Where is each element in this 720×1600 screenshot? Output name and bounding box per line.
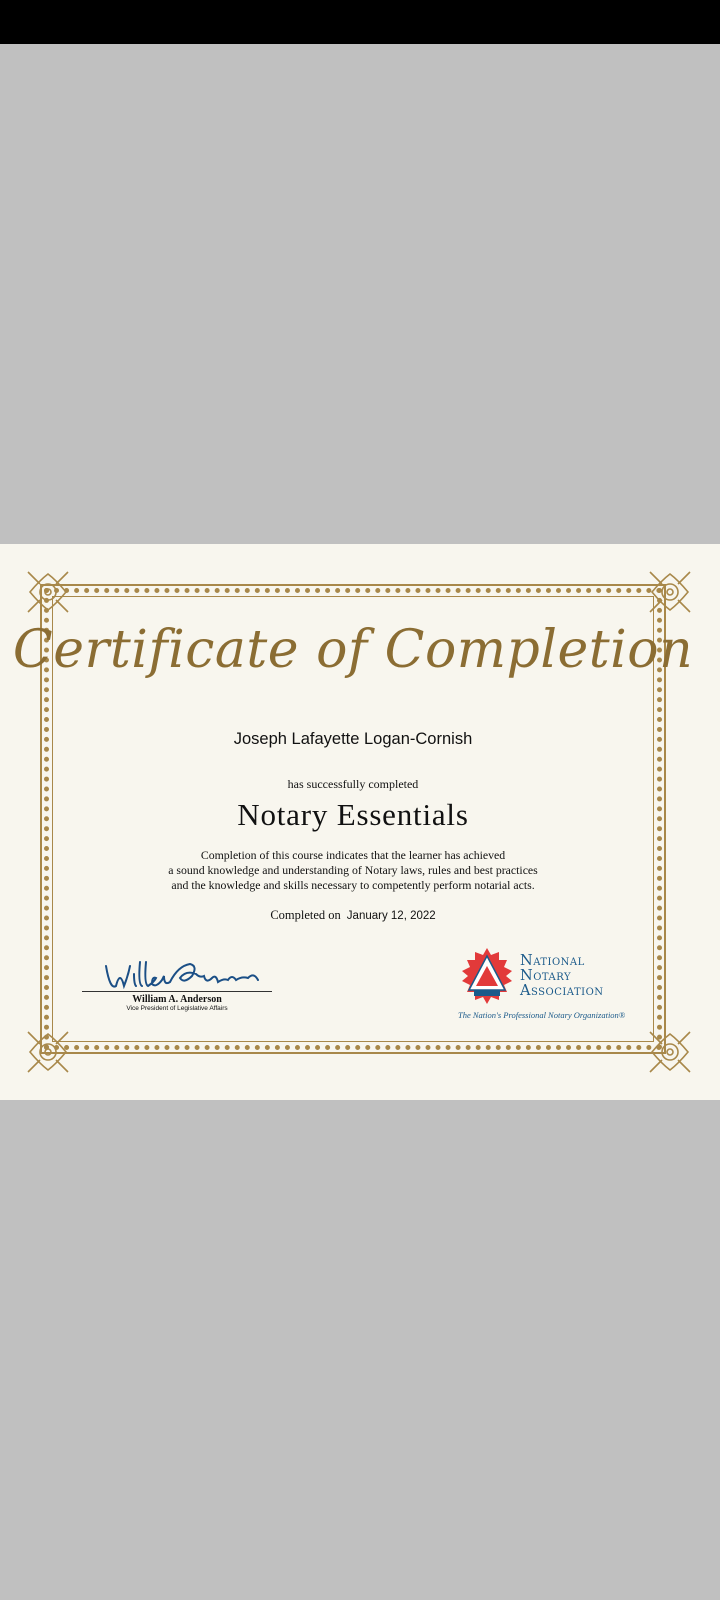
certificate-title: Certificate of Completion [12, 620, 694, 680]
org-name-line: Association [520, 983, 604, 999]
status-bar [0, 0, 720, 44]
completion-intro: has successfully completed [287, 777, 419, 791]
certificate [0, 544, 720, 1100]
nna-seal-logo [456, 946, 518, 1006]
description-line: Completion of this course indicates that the learner has achieved [200, 848, 506, 862]
corner-ornament-top-left [26, 570, 70, 614]
signer-title: Vice President of Legislative Affairs [126, 1005, 228, 1012]
organization-name [520, 954, 660, 999]
completed-date: January 12, 2022 [346, 910, 436, 922]
completed-label: Completed on [270, 908, 341, 922]
description-line: and the knowledge and skills necessary to competently perform notarial acts. [171, 878, 535, 892]
description-line: a sound knowledge and understanding of Notary laws, rules and best practices [168, 863, 538, 877]
completion-date-row [0, 908, 706, 923]
corner-ornament-bottom-left [26, 1030, 70, 1074]
signer-name: William A. Anderson [132, 994, 222, 1005]
organization-tagline: The Nation's Professional Notary Organization® [458, 1010, 626, 1020]
recipient-name: Joseph Lafayette Logan-Cornish [233, 730, 473, 748]
course-name: Notary Essentials [237, 797, 469, 832]
course-description [0, 848, 706, 893]
signature-line [82, 991, 272, 992]
corner-ornament-bottom-right [648, 1030, 692, 1074]
corner-ornament-top-right [648, 570, 692, 614]
org-name-line: National [520, 953, 585, 969]
org-name-line: Notary [520, 968, 572, 984]
